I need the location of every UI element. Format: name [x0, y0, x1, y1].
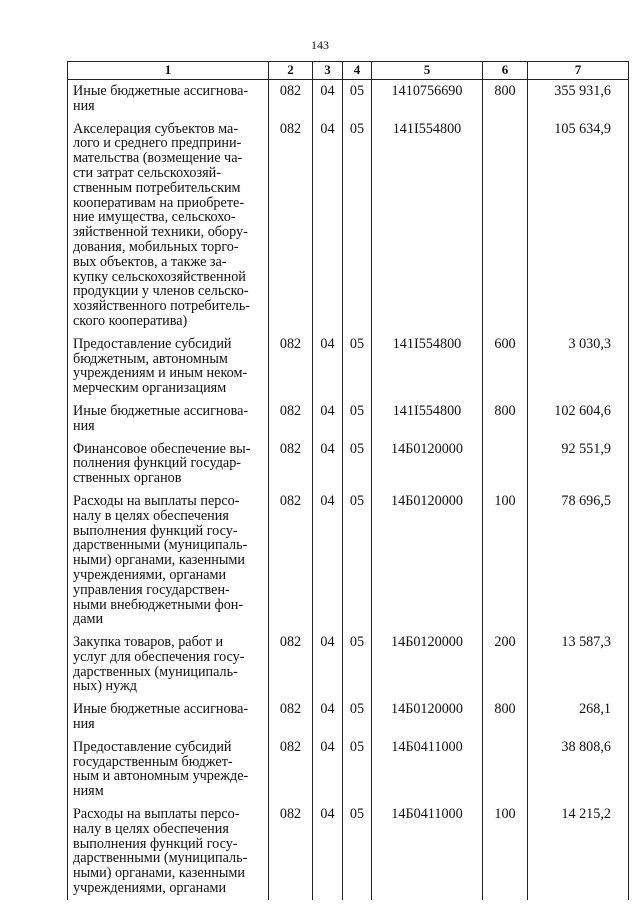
column-5-value: 141I554800 [372, 118, 483, 333]
table-row [68, 698, 629, 736]
column-6-value [483, 438, 528, 490]
row-description: Расходы на выплаты персо- налу в целях обеспечения выполнения функций госу- дарственными (муниципаль- ными) органами, казенными учреждениями, органами [68, 803, 269, 900]
column-5-value: 141I554800 [372, 333, 483, 400]
column-header: 7 [528, 62, 629, 80]
column-6-value: 800 [483, 80, 528, 118]
column-7-amount: 355 931,6 [528, 80, 629, 118]
table-row [68, 400, 629, 438]
column-2-value: 082 [269, 333, 313, 400]
column-3-value: 04 [313, 118, 343, 333]
column-5-value: 14Б0120000 [372, 631, 483, 698]
column-header: 2 [269, 62, 313, 80]
column-7-amount: 268,1 [528, 698, 629, 736]
column-3-value: 04 [313, 333, 343, 400]
column-5-value: 14Б0411000 [372, 803, 483, 900]
table-row [68, 803, 629, 900]
column-header: 4 [343, 62, 372, 80]
column-3-value: 04 [313, 400, 343, 438]
column-2-value: 082 [269, 438, 313, 490]
column-2-value: 082 [269, 80, 313, 118]
column-5-value: 14Б0120000 [372, 698, 483, 736]
column-4-value: 05 [343, 400, 372, 438]
row-description: Закупка товаров, работ и услуг для обеспечения госу- дарственных (муниципаль- ных) нужд [68, 631, 269, 698]
column-2-value: 082 [269, 400, 313, 438]
column-4-value: 05 [343, 490, 372, 631]
column-3-value: 04 [313, 490, 343, 631]
column-7-amount: 38 808,6 [528, 736, 629, 803]
column-header: 3 [313, 62, 343, 80]
column-7-amount: 14 215,2 [528, 803, 629, 900]
column-header: 1 [68, 62, 269, 80]
table-row [68, 80, 629, 118]
table-row [68, 118, 629, 333]
column-2-value: 082 [269, 490, 313, 631]
column-6-value: 800 [483, 698, 528, 736]
column-2-value: 082 [269, 118, 313, 333]
row-description: Иные бюджетные ассигнова- ния [68, 400, 269, 438]
column-4-value: 05 [343, 736, 372, 803]
column-4-value: 05 [343, 333, 372, 400]
column-4-value: 05 [343, 631, 372, 698]
column-4-value: 05 [343, 698, 372, 736]
table-header-row [68, 62, 629, 80]
table-row [68, 736, 629, 803]
row-description: Предоставление субсидий бюджетным, автономным учреждениям и иным неком- мерческим организациям [68, 333, 269, 400]
column-5-value: 14Б0411000 [372, 736, 483, 803]
column-2-value: 082 [269, 631, 313, 698]
column-3-value: 04 [313, 803, 343, 900]
column-6-value: 800 [483, 400, 528, 438]
column-5-value: 1410756690 [372, 80, 483, 118]
row-description: Акселерация субъектов ма- лого и среднего предприни- мательства (возмещение ча- сти затрат сельскохозяй- ственным потребительским кооперативам на приобрете- ние имущества, сельскохо- зяйственной техники, обору- дования, мобильных торго- вых объектов, а также за- купку сельскохозяйственной продукции у членов сельско- хозяйственного потребитель- ского кооператива) [68, 118, 269, 333]
table-row [68, 438, 629, 490]
column-5-value: 141I554800 [372, 400, 483, 438]
column-6-value: 100 [483, 803, 528, 900]
column-2-value: 082 [269, 803, 313, 900]
column-3-value: 04 [313, 736, 343, 803]
column-4-value: 05 [343, 803, 372, 900]
column-2-value: 082 [269, 698, 313, 736]
column-7-amount: 13 587,3 [528, 631, 629, 698]
column-3-value: 04 [313, 438, 343, 490]
column-6-value: 200 [483, 631, 528, 698]
row-description: Иные бюджетные ассигнова- ния [68, 698, 269, 736]
column-header: 5 [372, 62, 483, 80]
column-6-value: 100 [483, 490, 528, 631]
page-number: 143 [311, 38, 329, 52]
column-7-amount: 3 030,3 [528, 333, 629, 400]
column-4-value: 05 [343, 80, 372, 118]
column-7-amount: 78 696,5 [528, 490, 629, 631]
table-row [68, 631, 629, 698]
column-6-value [483, 118, 528, 333]
column-5-value: 14Б0120000 [372, 438, 483, 490]
column-header: 6 [483, 62, 528, 80]
row-description: Предоставление субсидий государственным бюджет- ным и автономным учрежде- ниям [68, 736, 269, 803]
column-3-value: 04 [313, 631, 343, 698]
column-6-value [483, 736, 528, 803]
column-4-value: 05 [343, 118, 372, 333]
row-description: Финансовое обеспечение вы- полнения функций государ- ственных органов [68, 438, 269, 490]
column-7-amount: 105 634,9 [528, 118, 629, 333]
column-2-value: 082 [269, 736, 313, 803]
table-row [68, 490, 629, 631]
column-5-value: 14Б0120000 [372, 490, 483, 631]
column-6-value: 600 [483, 333, 528, 400]
row-description: Иные бюджетные ассигнова- ния [68, 80, 269, 118]
budget-table [67, 61, 629, 900]
table-row [68, 333, 629, 400]
column-4-value: 05 [343, 438, 372, 490]
row-description: Расходы на выплаты персо- налу в целях обеспечения выполнения функций госу- дарственными (муниципаль- ными) органами, казенными учреждениями, органами управления государствен- ными внебюджетными фон- дами [68, 490, 269, 631]
column-7-amount: 102 604,6 [528, 400, 629, 438]
column-3-value: 04 [313, 80, 343, 118]
column-3-value: 04 [313, 698, 343, 736]
column-7-amount: 92 551,9 [528, 438, 629, 490]
